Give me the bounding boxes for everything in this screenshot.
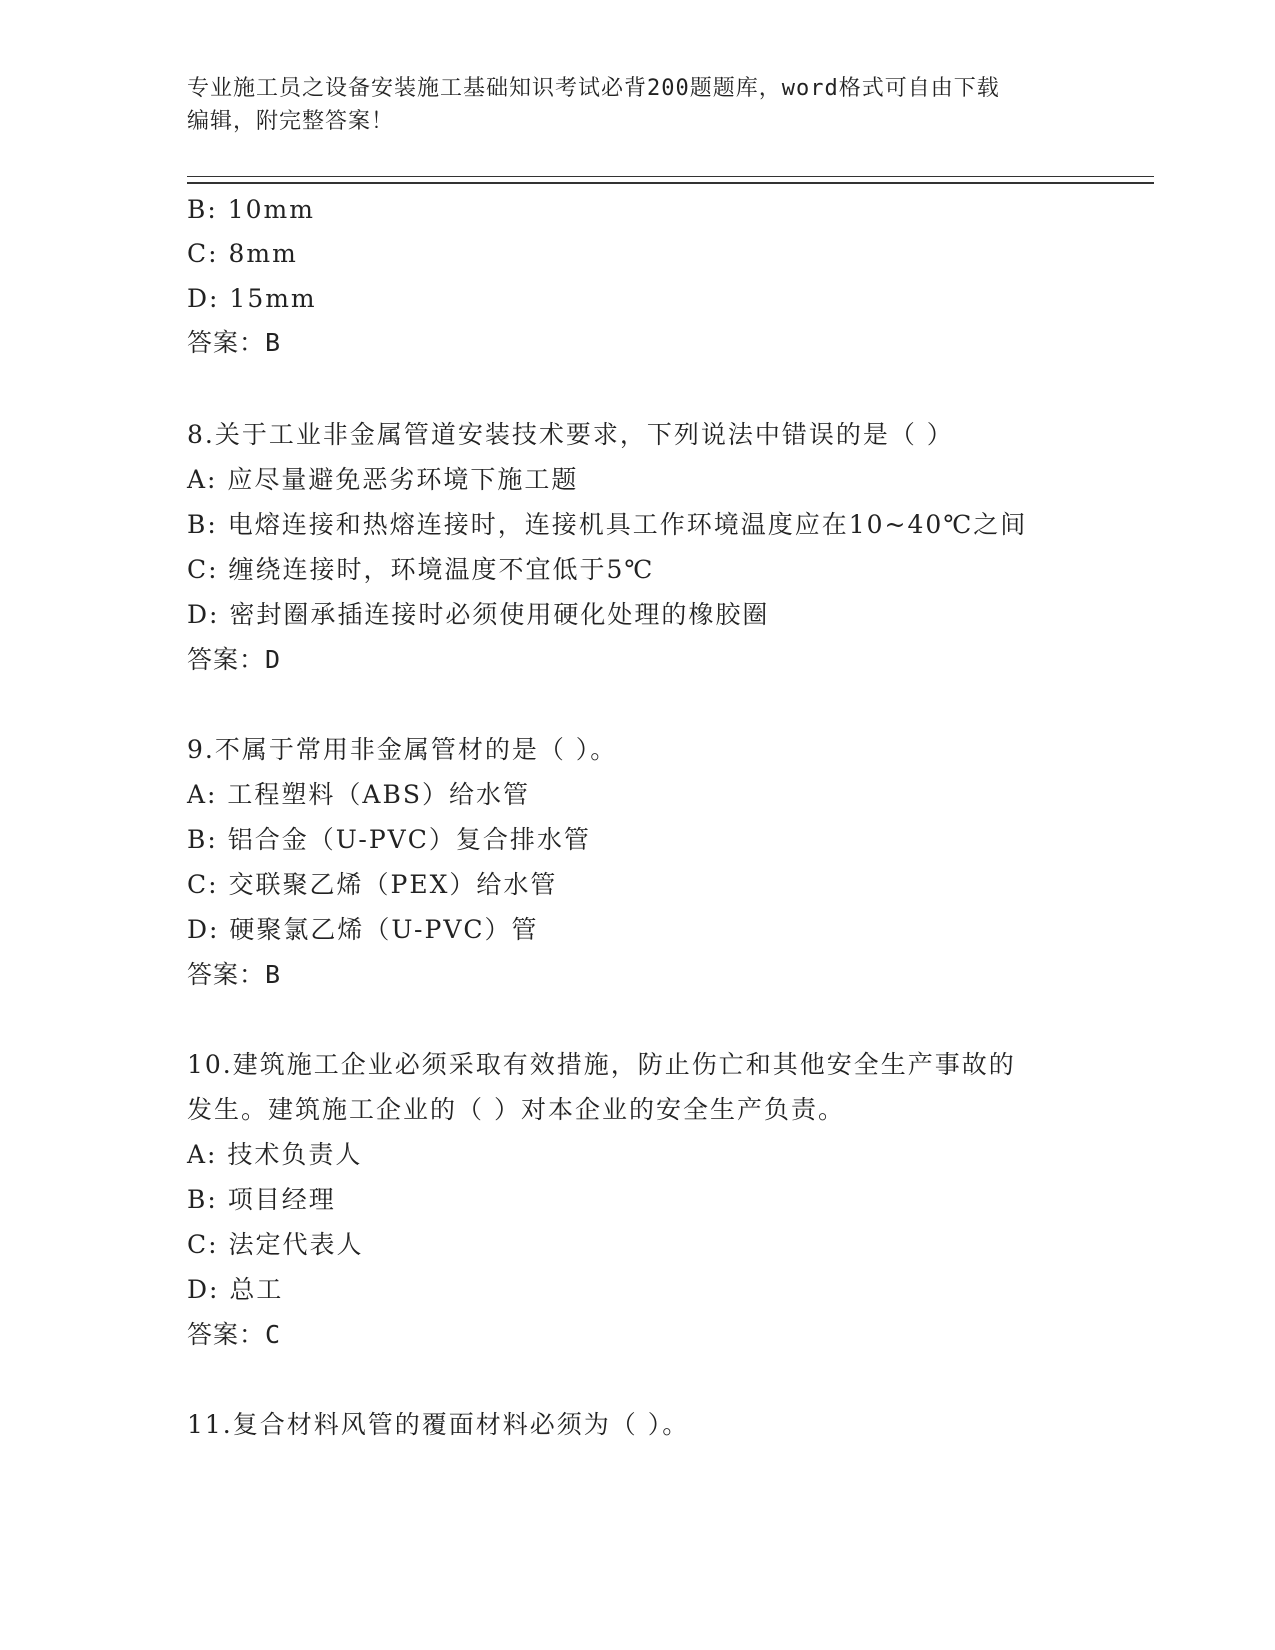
header-divider: [187, 176, 1154, 184]
q9-stem: 9.不属于常用非金属管材的是（ ）。: [187, 735, 618, 764]
q9-answer: 答案：B: [187, 960, 282, 989]
header-title-line-2: 编辑，附完整答案！: [187, 109, 395, 134]
q9-option-d: D: 硬聚氯乙烯（U-PVC）管: [187, 915, 539, 944]
q10-option-b: B: 项目经理: [187, 1185, 336, 1214]
q9-option-b: B: 铝合金（U-PVC）复合排水管: [187, 825, 591, 854]
q8-option-c: C: 缠绕连接时，环境温度不宜低于5℃: [187, 555, 655, 584]
q10-answer: 答案：C: [187, 1320, 282, 1349]
q8-stem: 8.关于工业非金属管道安装技术要求，下列说法中错误的是（ ）: [187, 420, 954, 449]
q8-answer: 答案：D: [187, 645, 282, 674]
header-title-line-1: 专业施工员之设备安装施工基础知识考试必背200题题库，word格式可自由下载: [187, 76, 1000, 101]
q10-option-c: C: 法定代表人: [187, 1230, 364, 1259]
q8-option-d: D: 密封圈承插连接时必须使用硬化处理的橡胶圈: [187, 600, 770, 629]
prev-answer: 答案：B: [187, 328, 282, 357]
q9-option-a: A: 工程塑料（ABS）给水管: [187, 780, 530, 809]
q8-option-a: A: 应尽量避免恶劣环境下施工题: [187, 465, 579, 494]
prev-option-d: D: 15mm: [187, 284, 317, 313]
prev-option-b: B: 10mm: [187, 195, 315, 224]
q10-stem-line-1: 10.建筑施工企业必须采取有效措施，防止伤亡和其他安全生产事故的: [187, 1050, 1016, 1079]
q10-option-a: A: 技术负责人: [187, 1140, 363, 1169]
prev-option-c: C: 8mm: [187, 239, 298, 268]
q9-option-c: C: 交联聚乙烯（PEX）给水管: [187, 870, 558, 899]
q10-option-d: D: 总工: [187, 1275, 284, 1304]
q11-stem: 11.复合材料风管的覆面材料必须为（ ）。: [187, 1410, 690, 1439]
q8-option-b: B: 电熔连接和热熔连接时，连接机具工作环境温度应在10~40℃之间: [187, 510, 1028, 539]
document-header: [187, 72, 1067, 138]
q10-stem-line-2: 发生。建筑施工企业的（ ）对本企业的安全生产负责。: [187, 1095, 845, 1124]
